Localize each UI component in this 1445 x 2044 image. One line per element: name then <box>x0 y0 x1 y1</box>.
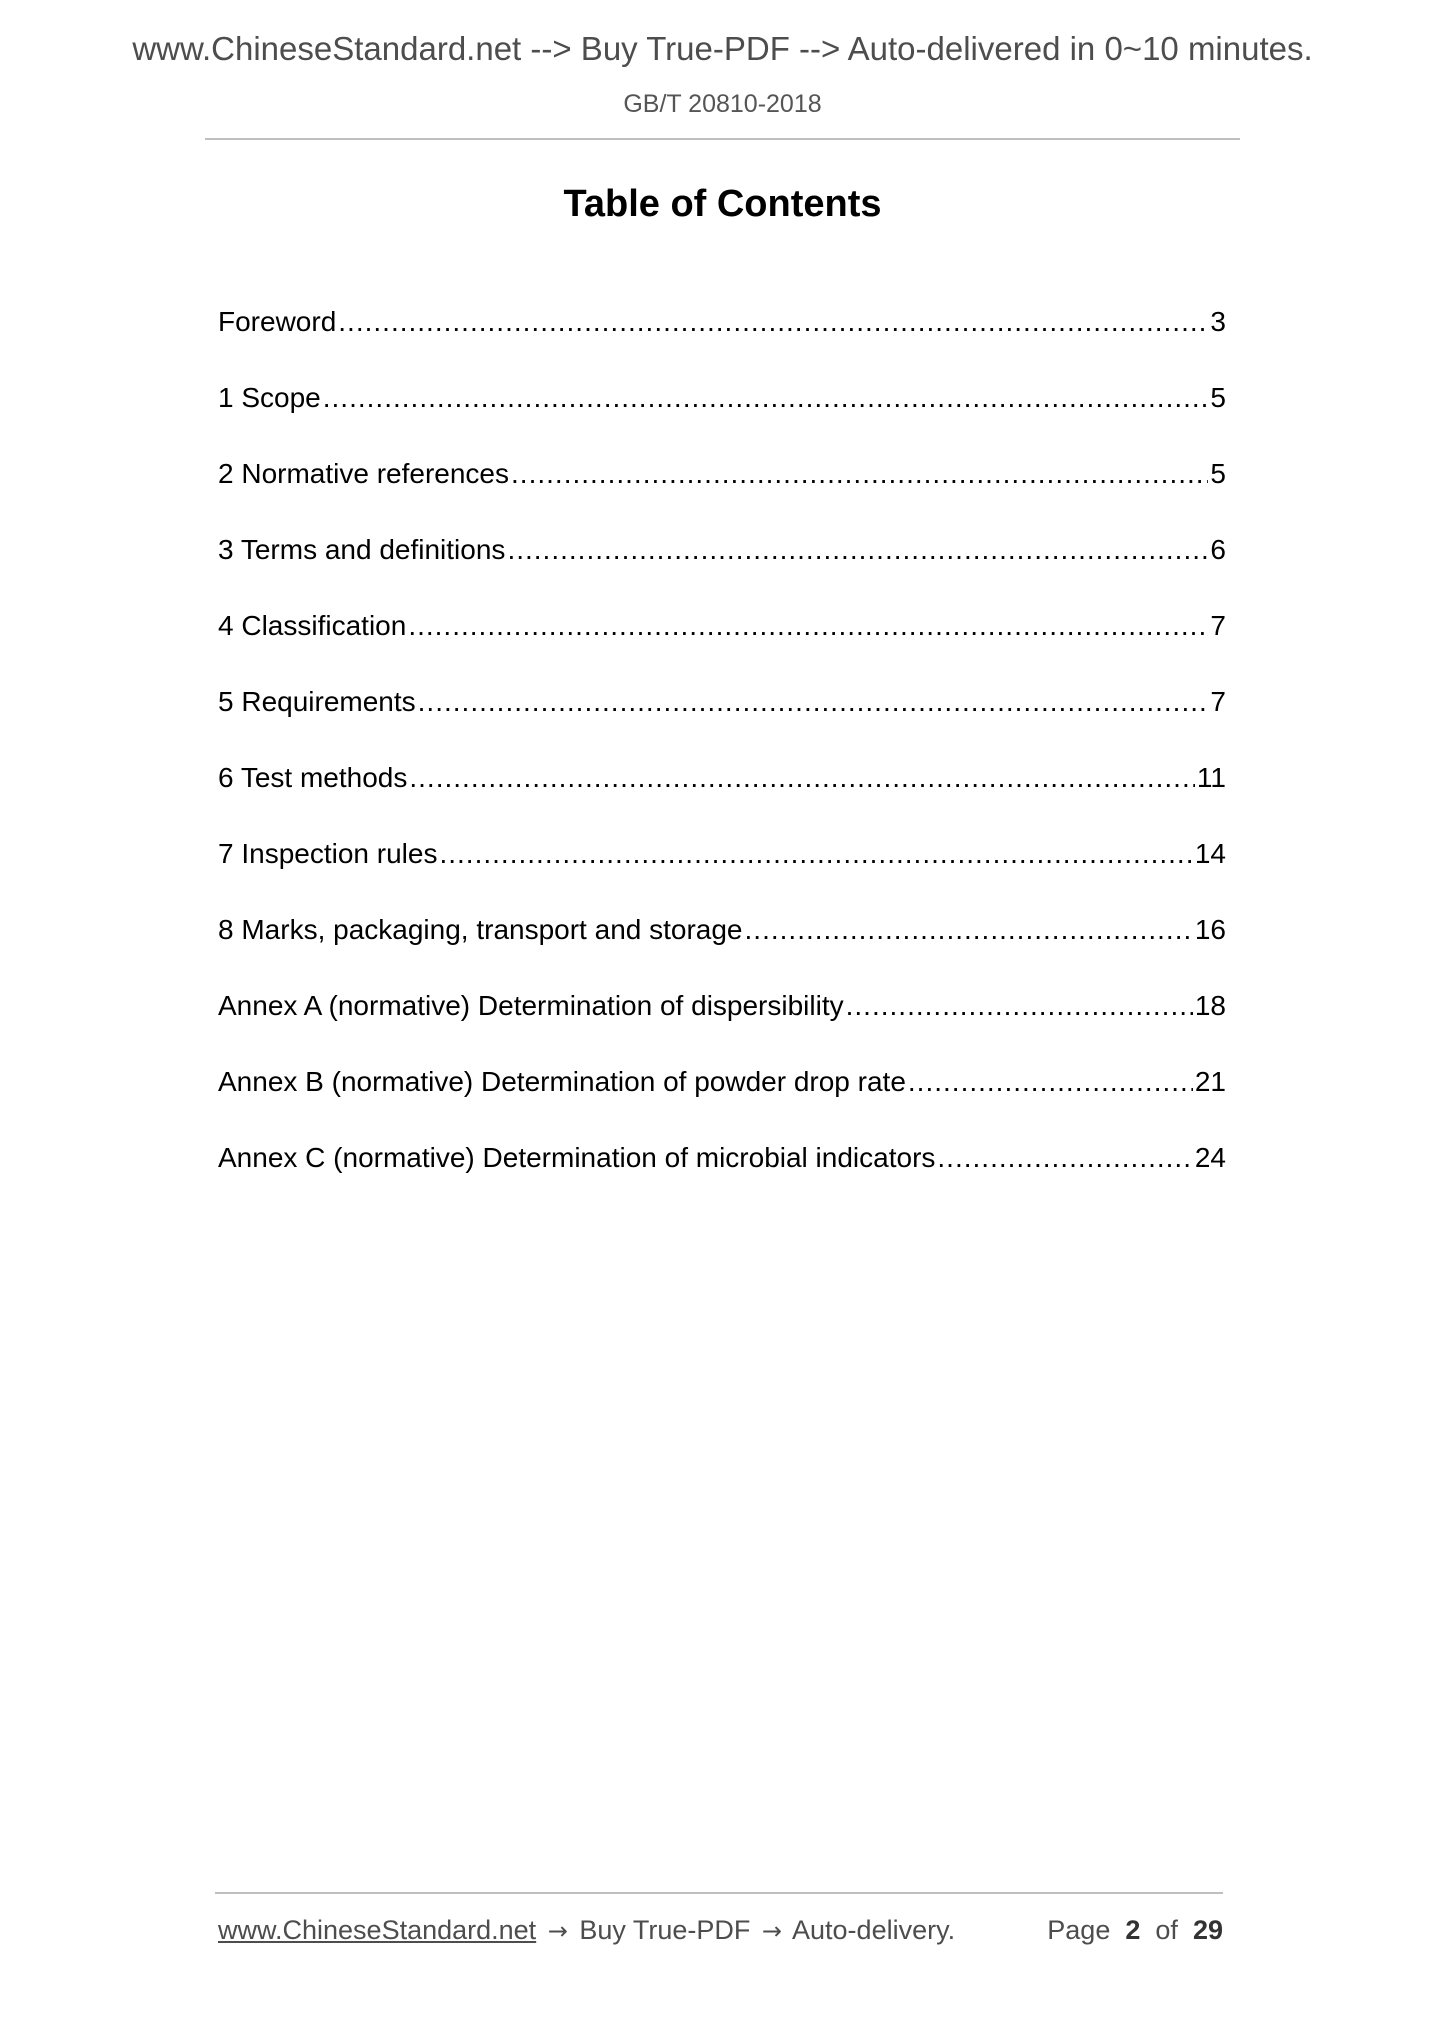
dot-leader <box>408 604 1208 648</box>
header-divider <box>205 138 1240 140</box>
dot-leader <box>846 984 1193 1028</box>
toc-entry-terms-and-definitions[interactable] <box>218 528 1226 604</box>
toc-entry-annex-c[interactable] <box>218 1136 1226 1212</box>
toc-entry-marks-packaging[interactable] <box>218 908 1226 984</box>
current-page: 2 <box>1125 1915 1141 1945</box>
top-banner: www.ChineseStandard.net --> Buy True-PDF --> Auto-delivered in 0~10 minutes. <box>132 30 1313 67</box>
toc-entry-page: 18 <box>1194 990 1226 1021</box>
toc-entry-label: 6 Test methods <box>218 762 408 793</box>
toc-entry-classification[interactable] <box>218 604 1226 680</box>
page-indicator <box>1047 1915 1223 1946</box>
dot-leader <box>745 908 1193 952</box>
dot-leader <box>507 528 1208 572</box>
dot-leader <box>937 1136 1192 1180</box>
dot-leader <box>511 452 1208 496</box>
dot-leader <box>409 756 1195 800</box>
toc-entry-label: 3 Terms and definitions <box>218 534 506 565</box>
toc-entry-page: 21 <box>1194 1066 1226 1097</box>
toc-entry-label: 4 Classification <box>218 610 407 641</box>
toc-entry-page: 6 <box>1210 534 1226 565</box>
total-pages: 29 <box>1192 1915 1223 1945</box>
toc-entry-scope[interactable] <box>218 376 1226 452</box>
toc-entry-label: Annex A (normative) Determination of dispersibility <box>218 990 844 1021</box>
toc-entry-page: 11 <box>1196 762 1226 793</box>
dot-leader <box>439 832 1192 876</box>
toc-entry-requirements[interactable] <box>218 680 1226 756</box>
toc-entry-page: 5 <box>1210 458 1226 489</box>
toc-entry-page: 7 <box>1210 686 1226 717</box>
page-label: Page <box>1047 1915 1111 1945</box>
footer-divider <box>215 1892 1223 1894</box>
toc-entry-page: 7 <box>1210 610 1226 641</box>
toc-entry-test-methods[interactable] <box>218 756 1226 832</box>
toc-entry-page: 24 <box>1194 1142 1226 1173</box>
dot-leader <box>908 1060 1193 1104</box>
dot-leader <box>418 680 1209 724</box>
toc-entry-label: 2 Normative references <box>218 458 510 489</box>
toc-entry-annex-b[interactable] <box>218 1060 1226 1136</box>
toc-entry-page: 14 <box>1194 838 1226 869</box>
page-title: Table of Contents <box>563 183 882 225</box>
delivery-text: Auto-delivery. <box>792 1915 956 1945</box>
toc-entry-label: 7 Inspection rules <box>218 838 438 869</box>
right-arrow-icon: → <box>547 1917 568 1945</box>
toc-entry-label: Annex C (normative) Determination of microbial indicators <box>218 1142 936 1173</box>
toc-entry-inspection-rules[interactable] <box>218 832 1226 908</box>
toc-entry-label: Annex B (normative) Determination of powder drop rate <box>218 1066 906 1097</box>
buy-text: Buy True-PDF <box>579 1915 751 1945</box>
toc-entry-label: 1 Scope <box>218 382 321 413</box>
dot-leader <box>338 300 1208 344</box>
toc-entry-label: Foreword <box>218 306 337 337</box>
toc-entry-page: 5 <box>1210 382 1226 413</box>
right-arrow-icon: → <box>761 1917 782 1945</box>
page-footer <box>218 1915 1223 1946</box>
toc-entry-label: 8 Marks, packaging, transport and storage <box>218 914 743 945</box>
toc-entry-page: 3 <box>1210 306 1226 337</box>
of-label: of <box>1155 1915 1178 1945</box>
toc-entry-annex-a[interactable] <box>218 984 1226 1060</box>
dot-leader <box>323 376 1209 420</box>
toc-entry-label: 5 Requirements <box>218 686 416 717</box>
toc-entry-foreword[interactable] <box>218 300 1226 376</box>
toc-entry-normative-references[interactable] <box>218 452 1226 528</box>
toc-list <box>218 300 1226 1212</box>
site-link[interactable]: www.ChineseStandard.net <box>218 1915 537 1945</box>
toc-entry-page: 16 <box>1194 914 1226 945</box>
document-code: GB/T 20810-2018 <box>623 90 822 118</box>
